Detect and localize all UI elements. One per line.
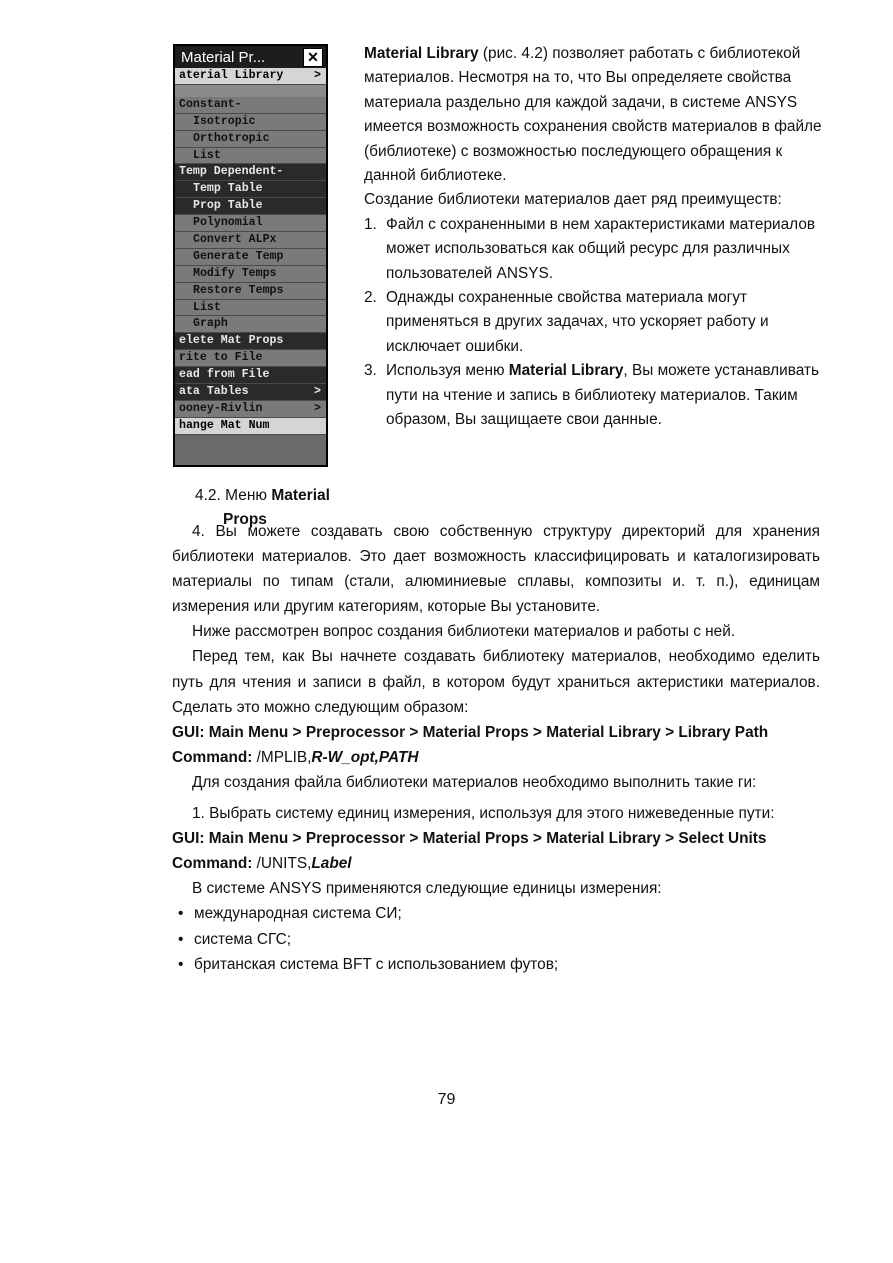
menu-item-label: Generate Temp [193,249,284,263]
item-number: 3. [364,362,377,380]
units-paragraph: В системе ANSYS применяются следующие единицы измерения: [192,880,662,898]
menu-item-label: ead from File [179,368,270,382]
menu-item[interactable] [175,232,326,249]
menu-item[interactable] [175,401,326,418]
page-number: 79 [437,1091,456,1108]
item-text: , Вы можете устанавливать пути на чтение и запись в библиотеку материалов. Таким образом, Вы защищаете свои данные. [386,362,820,429]
gui-path-2: GUI: Main Menu > Preprocessor > Material Props > Material Library > Select Units [172,830,767,848]
menu-item-label: Isotropic [193,114,256,128]
command-plain: /UNITS, [256,855,312,873]
step-1-paragraph: 1. Выбрать систему единиц измерения, используя для этого нижеведенные пути: [192,805,775,823]
menu-gap [175,85,326,97]
menu-item[interactable] [175,283,326,300]
chevron-right-icon: > [314,401,321,415]
item-text: Однажды сохраненные свойства материала могут применяться в других задачах, что ускоряет работу и исключает ошибки. [386,289,769,355]
menu-item[interactable] [175,131,326,148]
menu-item[interactable] [175,68,326,85]
advantages-list [364,213,834,433]
gui-path-1: GUI: Main Menu > Preprocessor > Material Props > Material Library > Library Path [172,723,769,741]
menu-item-list [175,68,326,435]
menu-item-label: aterial Library [179,69,284,82]
units-list [172,901,820,976]
menu-item[interactable] [175,300,326,317]
menu-item[interactable] [175,97,326,114]
command-1 [172,745,820,770]
chevron-right-icon: > [314,69,321,82]
intro-rest: (рис. 4.2) позволяет работать с библиотекой материалов. Несмотря на то, что Вы определяете свойства материала раздельно для каждой задачи, в системе ANSYS имеется возможность сохранения свойств материалов в файле (библиотеке) с возможностью последующего обращения к данной библиотеке. [364,45,822,185]
command-plain: /MPLIB, [256,748,312,766]
command-label: Command: [172,748,257,766]
menu-item-label: Polynomial [193,216,263,230]
material-props-menu-figure [173,44,328,467]
create-paragraph: Для создания файла библиотеки материалов необходимо выполнить такие ги: [192,773,757,791]
list-item: • британская система BFT с использованием футов; [172,952,820,977]
menu-item-label: ata Tables [179,385,249,399]
menu-title: Material Pr... [181,48,266,66]
menu-item-label: hange Mat Num [179,418,270,432]
menu-item[interactable] [175,215,326,232]
intro-paragraph [364,42,834,188]
menu-item-label: Modify Temps [193,266,277,280]
below-paragraph: Ниже рассмотрен вопрос создания библиотеки материалов и работы с ней. [192,623,736,641]
menu-item[interactable] [175,198,326,215]
command-args: R-W_opt,PATH [311,748,419,766]
menu-item-label: elete Mat Props [179,334,284,348]
menu-item-label: List [193,148,221,162]
item-text: Используя меню [386,362,509,380]
caption-bold-2: Props [223,511,267,528]
list-item: • международная система СИ; [172,901,820,926]
menu-item[interactable] [175,367,326,384]
item-number: 2. [364,289,377,307]
menu-item[interactable] [175,148,326,165]
command-label: Command: [172,855,257,873]
menu-item[interactable] [175,333,326,350]
list-item [364,286,834,359]
intro-bold: Material Library [364,45,479,62]
menu-item[interactable] [175,249,326,266]
menu-item[interactable] [175,266,326,283]
command-args: Label [311,855,352,873]
menu-item[interactable] [175,384,326,401]
menu-title-bar [175,46,326,68]
menu-item[interactable] [175,181,326,198]
menu-item-label: List [193,300,221,314]
list-item: • система СГС; [172,927,820,952]
menu-item-label: Constant- [179,97,242,111]
menu-item[interactable] [175,164,326,181]
caption-bold-1: Material [271,487,330,504]
item-bold: Material Library [508,362,624,380]
body-text [172,519,820,977]
chevron-right-icon: > [314,385,321,399]
menu-item[interactable] [175,350,326,367]
menu-item[interactable] [175,114,326,131]
menu-item-label: Orthotropic [193,131,270,145]
menu-item[interactable] [175,418,326,435]
menu-item-label: Temp Dependent- [179,165,284,179]
command-2 [172,851,820,876]
menu-item-label: Temp Table [193,182,263,196]
close-icon: ✕ [303,48,323,67]
item-4-paragraph: 4. Вы можете создавать свою собственную структуру директорий для хранения библиотеки материалов. Это дает возможность классифицировать и каталогизировать материалы по типам (стали, алюминиевые сплавы, композиты и. т. п.), единицам измерения или другим категориям, которые Вы установите. [172,523,820,616]
item-text: Файл с сохраненными в нем характеристиками материалов может использоваться как общий ресурс для различных пользователей ANSYS. [386,215,816,282]
menu-item-label: Prop Table [193,199,263,213]
right-column-text [364,42,834,433]
menu-item-label: rite to File [179,351,263,365]
caption-prefix: 4.2. Меню [195,487,272,504]
menu-item-label: Convert ALPx [193,233,277,247]
list-item [364,359,834,432]
item-number: 1. [364,215,377,233]
menu-item-label: Graph [193,317,228,331]
menu-item[interactable] [175,316,326,333]
menu-item-label: Restore Temps [193,283,284,297]
list-item [364,213,834,286]
before-paragraph: Перед тем, как Вы начнете создавать библиотеку материалов, необходимо еделить путь для чтения и записи в файл, в котором будут храниться актеристики материалов. Сделать это можно следующим образом: [172,648,820,716]
menu-item-label: ooney-Rivlin [179,401,263,415]
advantages-paragraph: Создание библиотеки материалов дает ряд преимуществ: [364,191,782,209]
